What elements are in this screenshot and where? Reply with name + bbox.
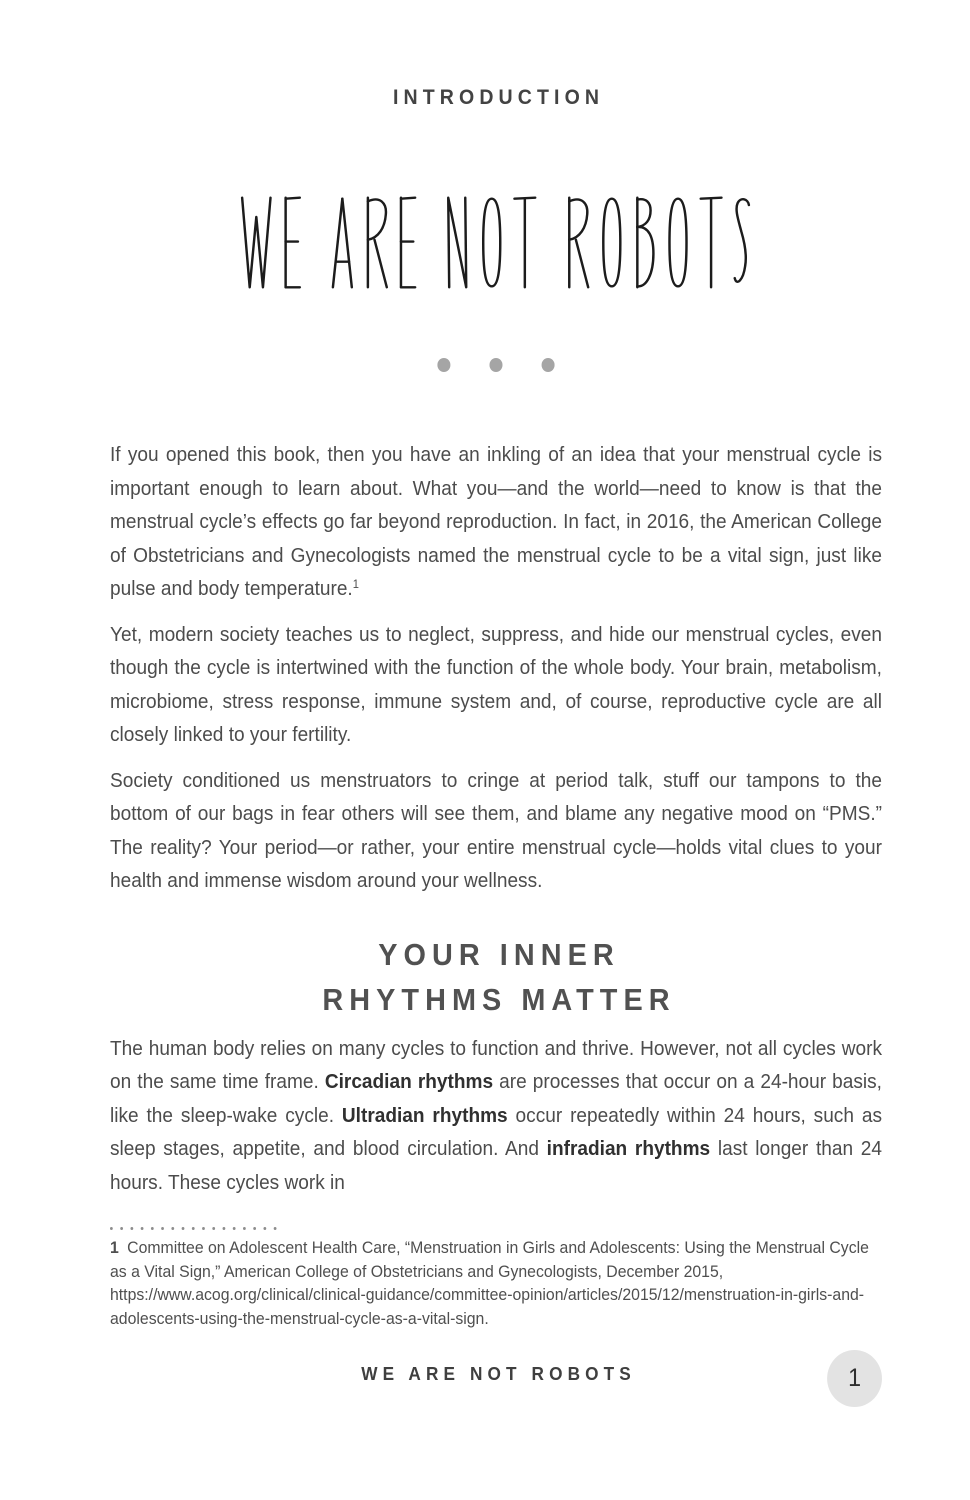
- paragraph: If you opened this book, then you have an inkling of an idea that your menstrual cycle is important enough to learn about. What you—and the world—need to know is that the menstrual cycle’s effects go far beyond reproduction. In fact, in 2016, the American College of Obstetricians and Gynecologists named the menstrual cycle to be a vital sign, just like pulse and body temperature.$^1$: [110, 443, 882, 600]
- page-number: 1: [848, 1364, 862, 1392]
- dot-icon: [274, 1227, 277, 1230]
- page-footer: [110, 1350, 882, 1407]
- chapter-title-lettering: [238, 195, 753, 290]
- page-number-badge: [827, 1350, 882, 1407]
- dot-icon: [233, 1227, 236, 1230]
- dot-icon: [437, 358, 450, 372]
- dot-icon: [263, 1227, 266, 1230]
- dot-icon: [151, 1227, 154, 1230]
- paragraph: Yet, modern society teaches us to neglect, suppress, and hide our menstrual cycles, even though the cycle is intertwined with the function of the whole body. Your brain, metabolism, microbiome, stress response, immune system and, of course, reproductive cycle are all closely linked to your fertility.: [110, 622, 882, 746]
- dot-icon: [161, 1227, 164, 1230]
- dot-icon: [141, 1227, 144, 1230]
- footnote-separator: [110, 1227, 882, 1230]
- paragraph: Society conditioned us menstruators to cringe at period talk, stuff our tampons to the bottom of our bags in fear others will see them, and blame any negative mood on “PMS.” The reality? Your period—or rather, your entire menstrual cycle—holds vital clues to your health and immense wisdom around your wellness.: [110, 768, 882, 892]
- dot-icon: [542, 358, 555, 372]
- section-heading: [110, 932, 882, 1022]
- dot-icon: [223, 1227, 226, 1230]
- footnote-number: 1: [110, 1238, 119, 1257]
- dot-icon: [243, 1227, 246, 1230]
- footnote-citation: Committee on Adolescent Health Care, “Menstruation in Girls and Adolescents: Using the Menstrual Cycle as a Vital Sign,” American College of Obstetricians and Gynecologists, December 2015, https://www.acog.org/clinical/clinical-guidance/committee-opinion/articles/2015/12/menstruation-in-girls-and-adolescents-using-the-menstrual-cycle-as-a-vital-sign.: [110, 1238, 869, 1328]
- dots-separator: [110, 358, 882, 372]
- body-text: [110, 438, 882, 1199]
- dot-icon: [110, 1227, 113, 1230]
- section-heading-line-2: RHYTHMS MATTER: [322, 981, 676, 1017]
- dot-icon: [171, 1227, 174, 1230]
- dot-icon: [212, 1227, 215, 1230]
- dot-icon: [192, 1227, 195, 1230]
- running-title: WE ARE NOT ROBOTS: [361, 1363, 636, 1384]
- paragraph: The human body relies on many cycles to function and thrive. However, not all cycles work on the same time frame. Circadian rhythms are processes that occur on a 24-hour basis, like the sleep-wake cycle. Ultradian rhythms occur repeatedly within 24 hours, such as sleep stages, appetite, and blood circulation. And infradian rhythms last longer than 24 hours. These cycles work in: [110, 1036, 882, 1194]
- dot-icon: [253, 1227, 256, 1230]
- section-heading-line-1: YOUR INNER: [378, 936, 620, 972]
- footnote: [110, 1236, 882, 1330]
- dot-icon: [182, 1227, 185, 1230]
- text-column: [110, 0, 882, 1407]
- chapter-kicker: INTRODUCTION: [392, 86, 605, 109]
- dot-icon: [489, 358, 502, 372]
- dot-icon: [120, 1227, 123, 1230]
- dot-icon: [202, 1227, 205, 1230]
- dot-icon: [130, 1227, 133, 1230]
